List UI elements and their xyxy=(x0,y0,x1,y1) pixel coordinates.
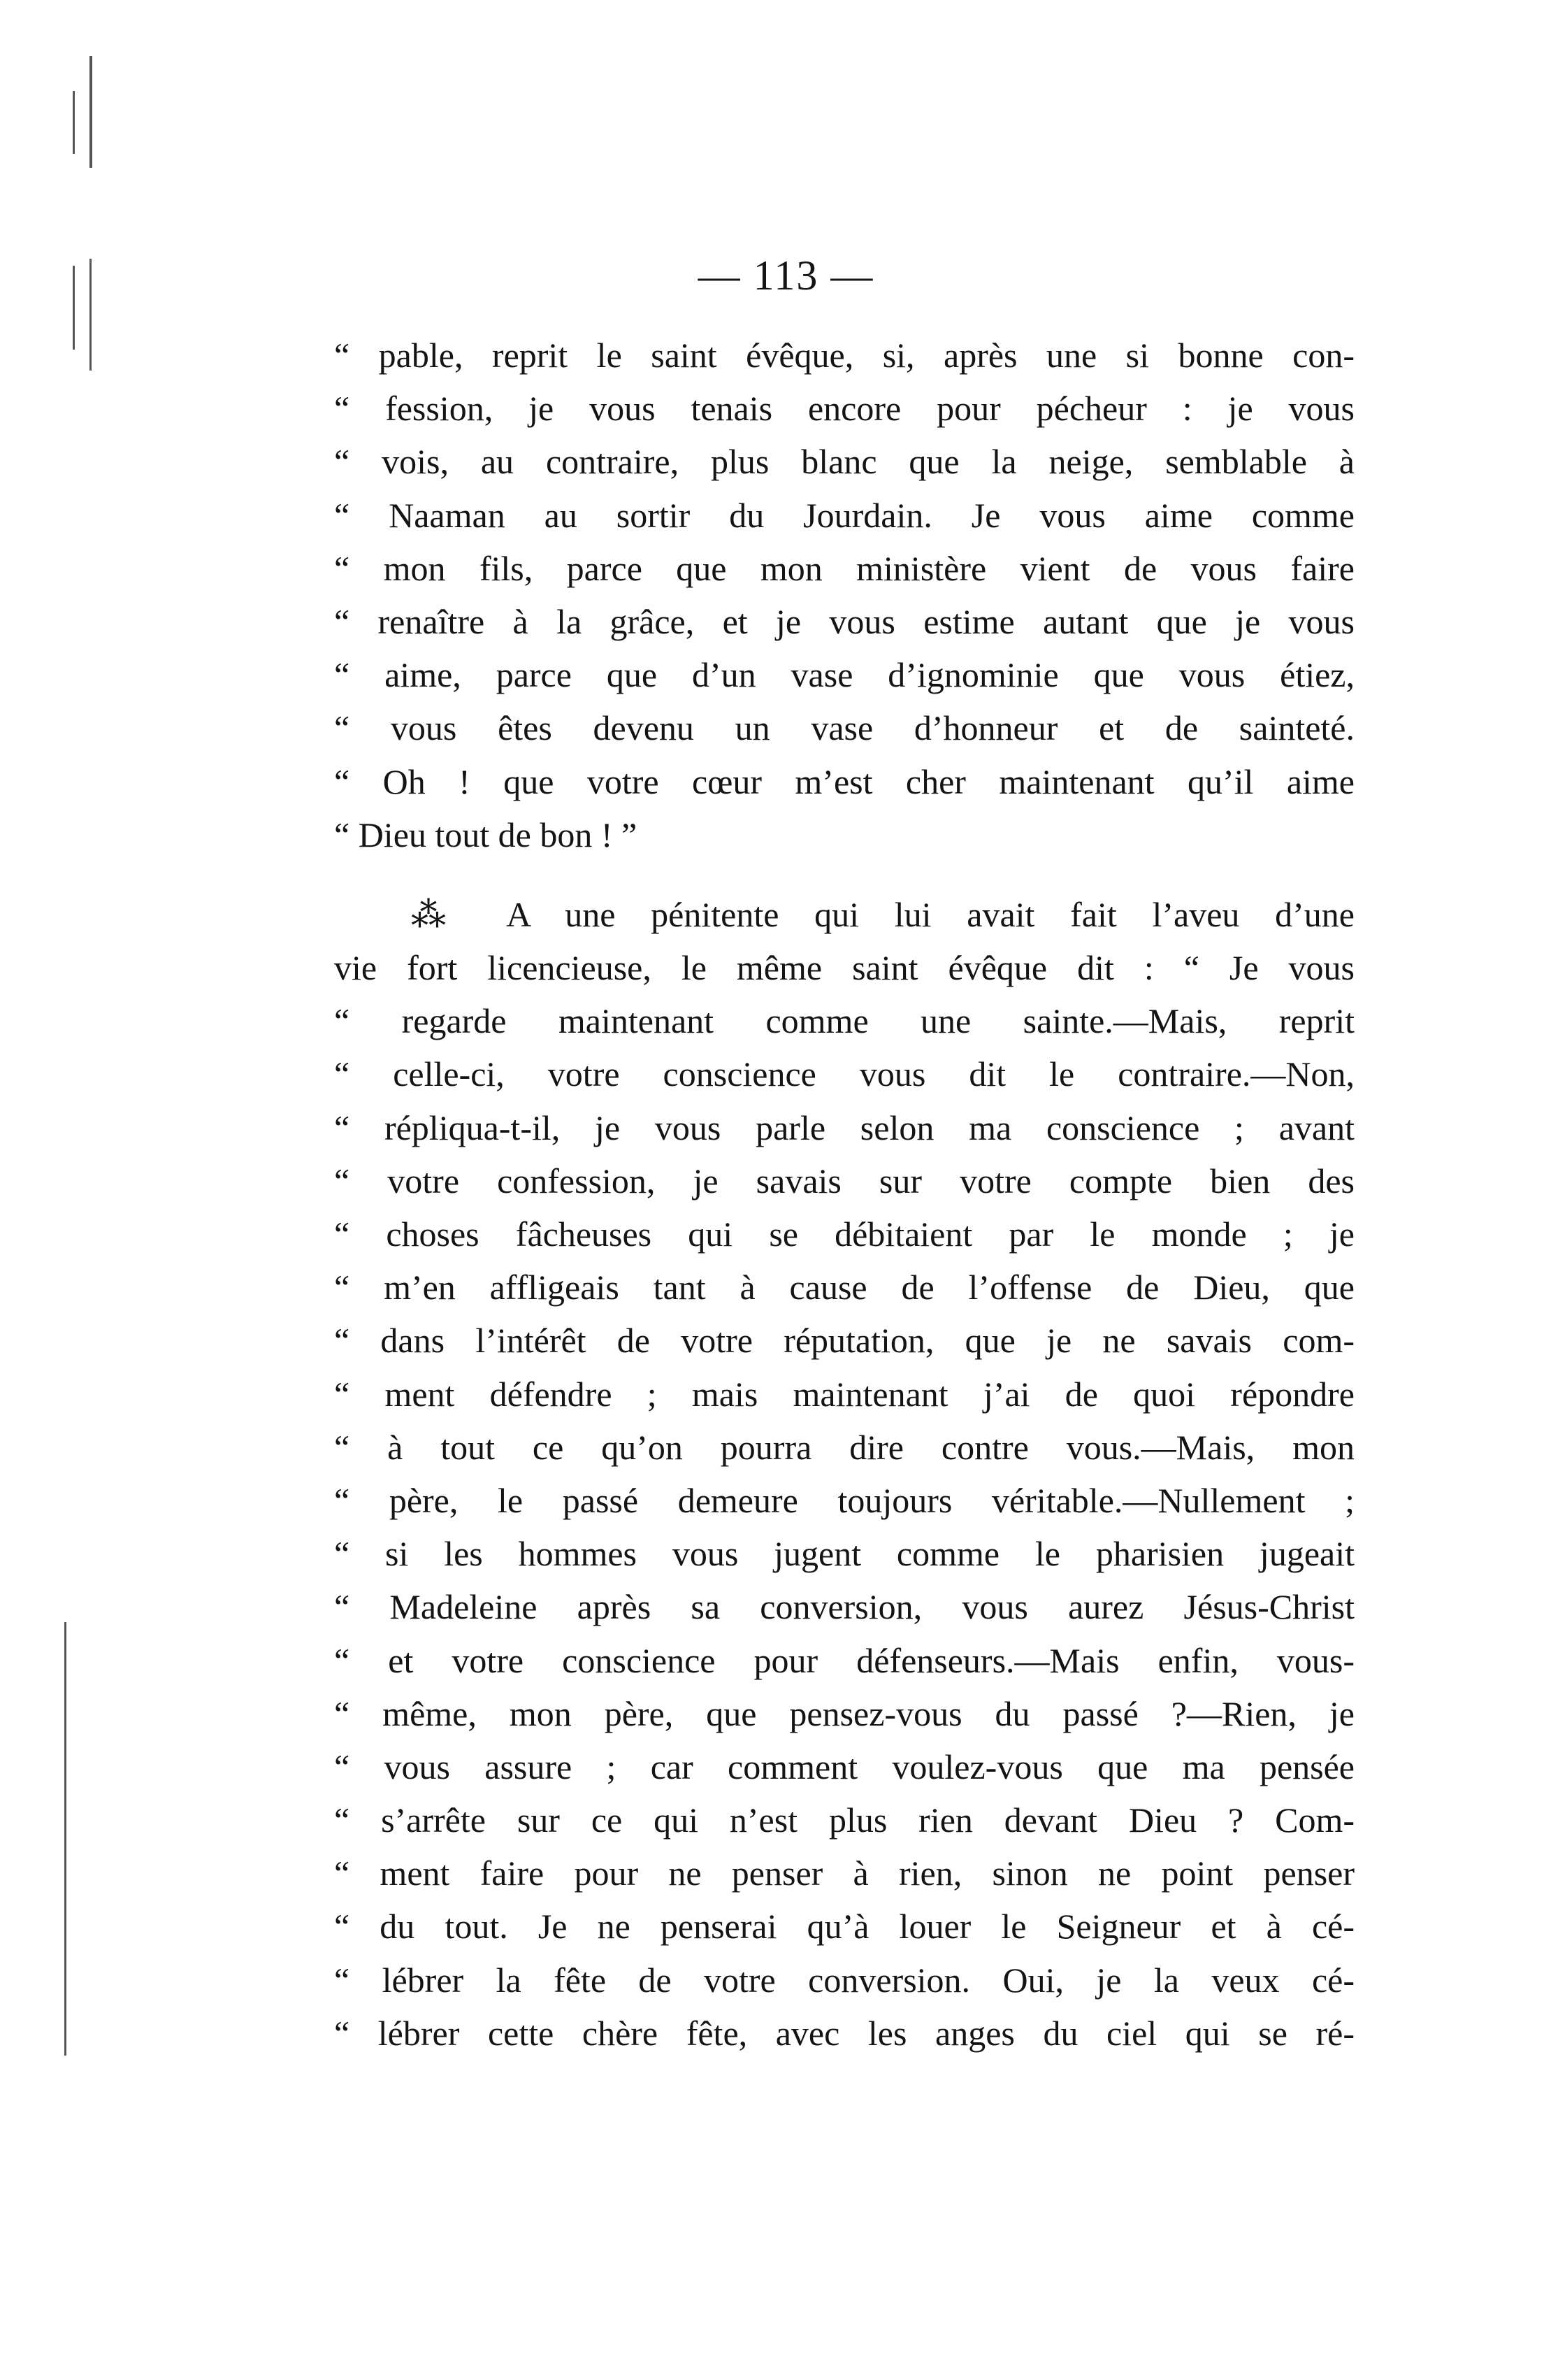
text-line: “ et votre conscience pour défenseurs.—Mais enfin, vous- xyxy=(334,1640,1355,1680)
text-line: “ dans l’intérêt de votre réputation, que je ne savais com- xyxy=(334,1321,1355,1361)
text-line: “ s’arrête sur ce qui n’est plus rien devant Dieu ? Com- xyxy=(334,1800,1355,1840)
scan-gutter-mark xyxy=(89,56,92,168)
text-line: “ vous assure ; car comment voulez-vous que ma pensée xyxy=(334,1747,1355,1786)
text-line: “ celle-ci, votre conscience vous dit le contraire.—Non, xyxy=(334,1054,1355,1094)
text-line: “ regarde maintenant comme une sainte.—Mais, reprit xyxy=(334,1001,1355,1041)
text-line: “ ment défendre ; mais maintenant j’ai de quoi répondre xyxy=(334,1374,1355,1414)
paragraph xyxy=(334,329,1355,861)
text-line: “ répliqua-t-il, je vous parle selon ma conscience ; avant xyxy=(334,1107,1355,1147)
text-line: “ Dieu tout de bon ! ” xyxy=(334,815,637,854)
text-line: “ lébrer cette chère fête, avec les anges du ciel qui se ré- xyxy=(334,2013,1355,2053)
paragraph xyxy=(334,888,1355,2060)
text-line: “ fession, je vous tenais encore pour pécheur : je vous xyxy=(334,389,1355,429)
paragraph-gap xyxy=(334,861,1355,888)
text-line: “ même, mon père, que pensez-vous du passé ?—Rien, je xyxy=(334,1693,1355,1733)
text-line: “ pable, reprit le saint évêque, si, après une si bonne con- xyxy=(334,336,1355,375)
text-line: “ à tout ce qu’on pourra dire contre vous.—Mais, mon xyxy=(334,1427,1355,1467)
text-line: “ aime, parce que d’un vase d’ignominie que vous étiez, xyxy=(334,655,1355,695)
text-line: “ si les hommes vous jugent comme le pharisien jugeait xyxy=(334,1534,1355,1574)
text-line: “ père, le passé demeure toujours véritable.—Nullement ; xyxy=(334,1480,1355,1520)
scan-gutter-mark xyxy=(64,1622,66,2056)
text-line: ⁂ A une pénitente qui lui avait fait l’aveu d’une xyxy=(411,894,1355,934)
text-line: “ lébrer la fête de votre conversion. Oui, je la veux cé- xyxy=(334,1960,1355,2000)
text-line: “ vous êtes devenu un vase d’honneur et de sainteté. xyxy=(334,708,1355,748)
text-line: “ Oh ! que votre cœur m’est cher maintenant qu’il aime xyxy=(334,761,1355,801)
text-line: “ votre confession, je savais sur votre compte bien des xyxy=(334,1161,1355,1200)
text-line: “ renaître à la grâce, et je vous estime autant que je vous xyxy=(334,601,1355,641)
scan-gutter-mark xyxy=(73,91,75,154)
scan-gutter-mark xyxy=(73,266,75,350)
text-line: “ m’en affligeais tant à cause de l’offense de Dieu, que xyxy=(334,1268,1355,1307)
text-line: “ choses fâcheuses qui se débitaient par le monde ; je xyxy=(334,1214,1355,1254)
scan-gutter-mark xyxy=(89,259,92,371)
page-number: — 113 — xyxy=(698,252,874,299)
text-line: “ du tout. Je ne penserai qu’à louer le Seigneur et à cé- xyxy=(334,1907,1355,1947)
text-line: “ vois, au contraire, plus blanc que la neige, semblable à xyxy=(334,442,1355,482)
text-line: vie fort licencieuse, le même saint évêque dit : “ Je vous xyxy=(334,948,1355,988)
text-line: “ Naaman au sortir du Jourdain. Je vous aime comme xyxy=(334,495,1355,535)
text-line: “ mon fils, parce que mon ministère vient de vous faire xyxy=(334,548,1355,588)
text-line: “ Madeleine après sa conversion, vous aurez Jésus-Christ xyxy=(334,1587,1355,1627)
text-block xyxy=(334,329,1355,2060)
text-line: “ ment faire pour ne penser à rien, sinon ne point penser xyxy=(334,1854,1355,1893)
